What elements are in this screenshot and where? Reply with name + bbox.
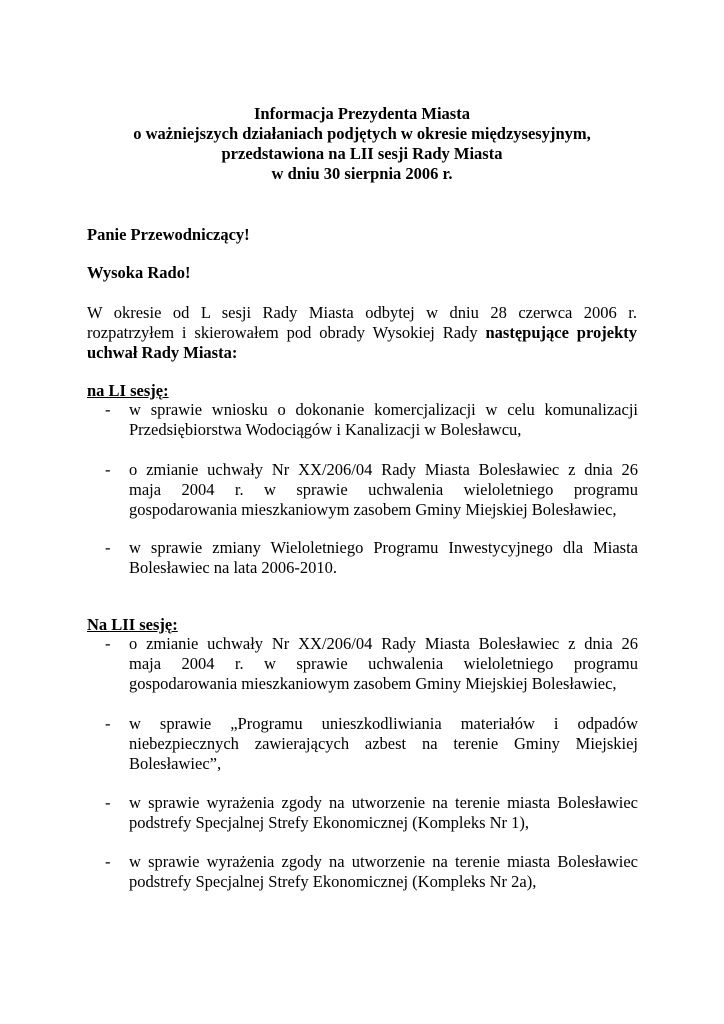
intro-emphasis: następujące projekty	[485, 323, 637, 342]
list-item-text	[129, 714, 638, 774]
list-dash: -	[105, 538, 111, 557]
list-item-line: Bolesławiec”,	[129, 754, 222, 773]
list-item-text	[129, 460, 638, 520]
intro-text: rozpatrzyłem i skierowałem pod obrady Wysokiej Rady	[87, 323, 486, 342]
list-dash: -	[105, 460, 111, 479]
section-heading-lii: Na LII sesję:	[87, 615, 178, 634]
list-dash: -	[105, 400, 111, 419]
list-item-line: podstrefy Specjalnej Strefy Ekonomicznej (Kompleks Nr 1),	[129, 813, 530, 832]
list-item-text	[129, 400, 638, 440]
list-dash: -	[105, 852, 111, 871]
list-item-line: niebezpiecznych zawierających azbest na terenie Gminy Miejskiej	[129, 734, 638, 753]
list-item-text	[129, 634, 638, 694]
salutation-council: Wysoka Rado!	[87, 263, 191, 282]
title-line: o ważniejszych działaniach podjętych w okresie międzysesyjnym,	[133, 124, 591, 143]
list-dash: -	[105, 634, 111, 653]
list-item-text	[129, 538, 638, 578]
list-item-line: w sprawie „Programu unieszkodliwiania materiałów i odpadów	[129, 714, 638, 733]
title-line: Informacja Prezydenta Miasta	[254, 104, 470, 123]
list-item-line: maja 2004 r. w sprawie uchwalenia wieloletniego programu	[129, 480, 638, 499]
list-item-text	[129, 793, 638, 833]
list-dash: -	[105, 714, 111, 733]
title-line: w dniu 30 sierpnia 2006 r.	[271, 164, 453, 183]
list-item-line: gospodarowania mieszkaniowym zasobem Gminy Miejskiej Bolesławiec,	[129, 674, 617, 693]
salutation-chairman: Panie Przewodniczący!	[87, 225, 250, 244]
list-item-line: o zmianie uchwały Nr XX/206/04 Rady Miasta Bolesławiec z dnia 26	[129, 460, 638, 479]
list-item-line: Przedsiębiorstwa Wodociągów i Kanalizacji w Bolesławcu,	[129, 420, 522, 439]
list-dash: -	[105, 793, 111, 812]
intro-paragraph	[87, 303, 637, 363]
list-item-line: o zmianie uchwały Nr XX/206/04 Rady Miasta Bolesławiec z dnia 26	[129, 634, 638, 653]
intro-line: uchwał Rady Miasta:	[87, 343, 238, 362]
list-item-line: podstrefy Specjalnej Strefy Ekonomicznej (Kompleks Nr 2a),	[129, 872, 537, 891]
section-heading-li: na LI sesję:	[87, 381, 169, 400]
list-item-line: w sprawie wyrażenia zgody na utworzenie na terenie miasta Bolesławiec	[129, 793, 638, 812]
list-item-line: w sprawie wyrażenia zgody na utworzenie na terenie miasta Bolesławiec	[129, 852, 638, 871]
title-line: przedstawiona na LII sesji Rady Miasta	[221, 144, 503, 163]
list-item-line: Bolesławiec na lata 2006-2010.	[129, 558, 338, 577]
list-item-line: maja 2004 r. w sprawie uchwalenia wieloletniego programu	[129, 654, 638, 673]
list-item-line: w sprawie wniosku o dokonanie komercjalizacji w celu komunalizacji	[129, 400, 638, 419]
intro-line	[87, 323, 637, 343]
document-title	[0, 104, 724, 184]
intro-line: W okresie od L sesji Rady Miasta odbytej w dniu 28 czerwca 2006 r.	[87, 303, 637, 322]
list-item-text	[129, 852, 638, 892]
list-item-line: gospodarowania mieszkaniowym zasobem Gminy Miejskiej Bolesławiec,	[129, 500, 617, 519]
list-item-line: w sprawie zmiany Wieloletniego Programu Inwestycyjnego dla Miasta	[129, 538, 638, 557]
